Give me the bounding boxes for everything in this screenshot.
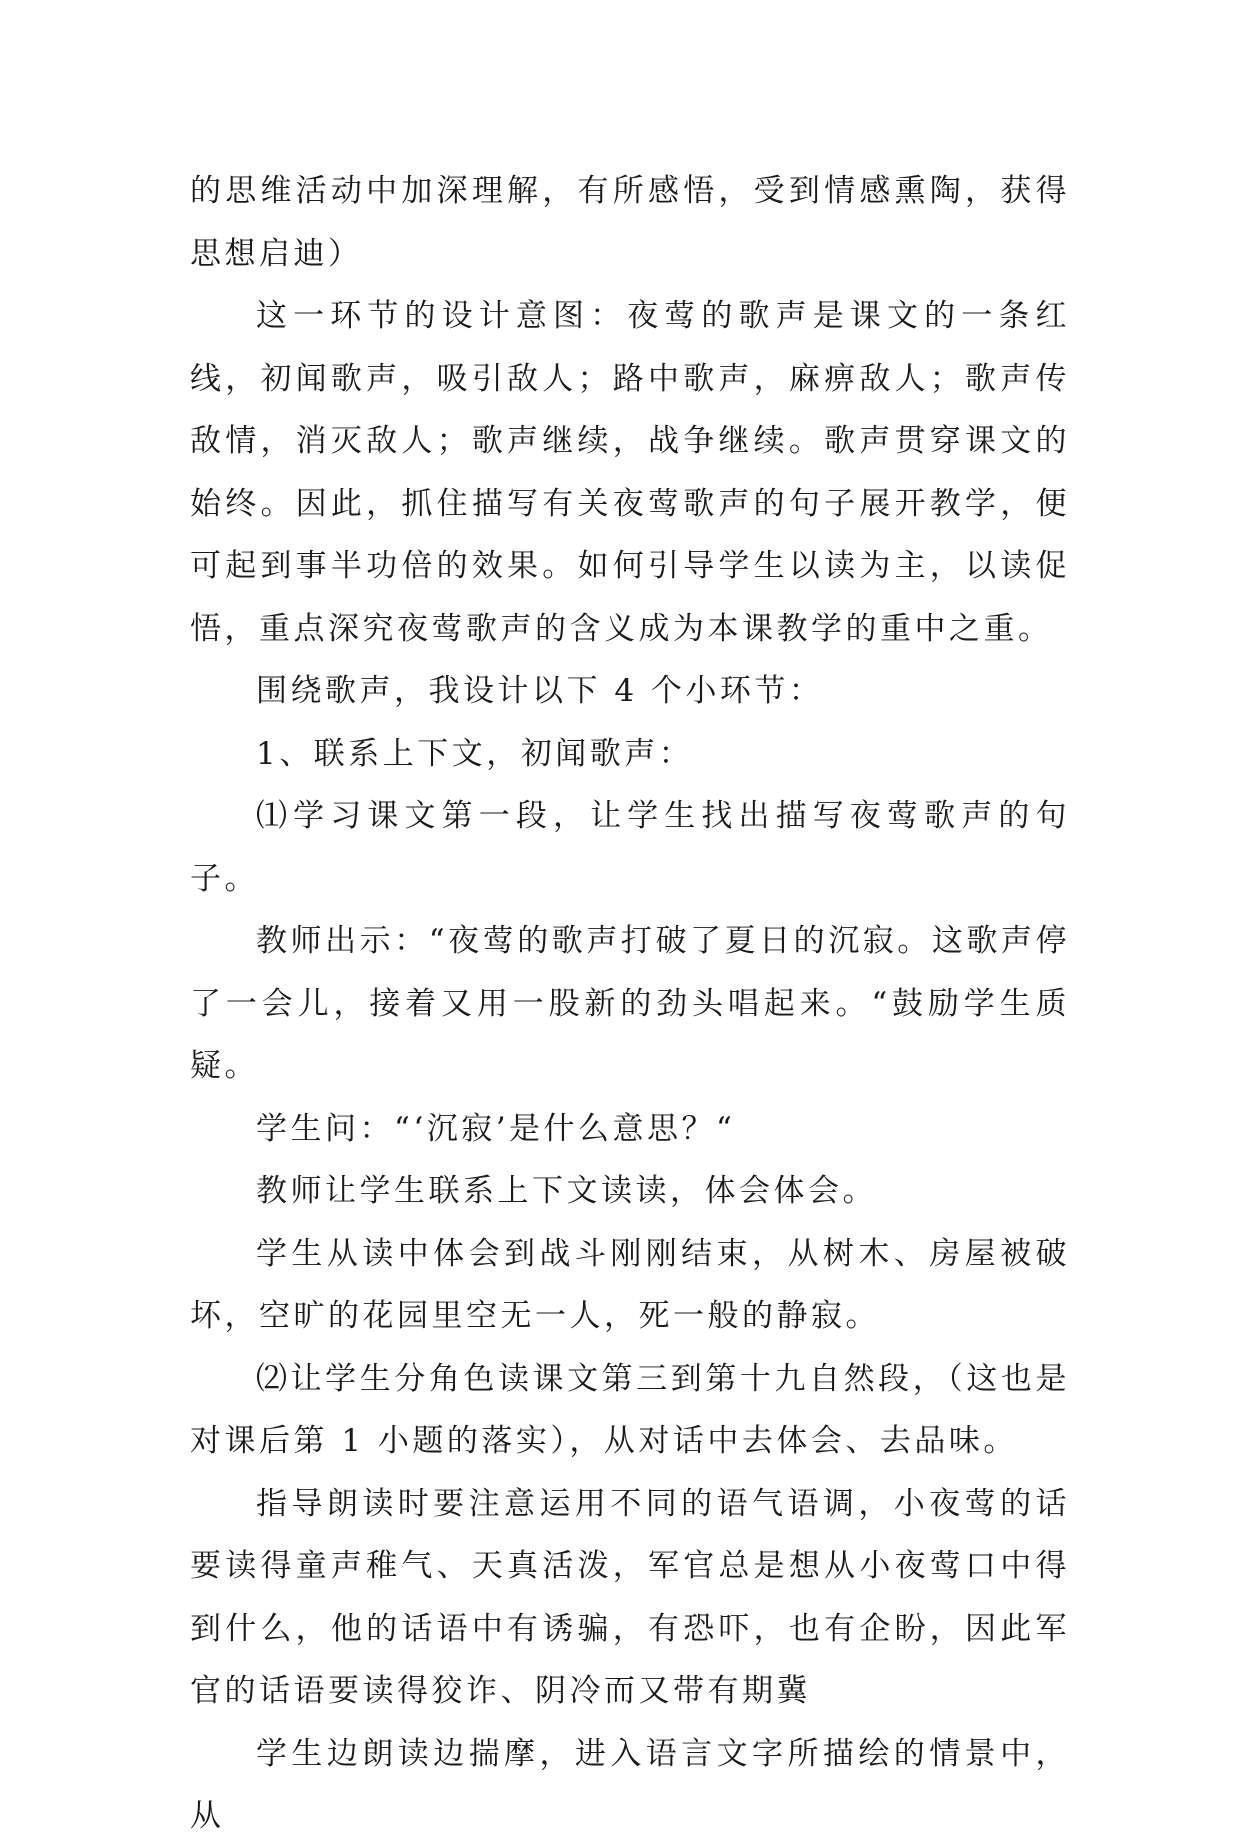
paragraph-4: 1、联系上下文，初闻歌声： <box>256 735 694 772</box>
paragraph-11: 指导朗读时要注意运用不同的语气语调，小夜莺的话要读得童声稚气、天真活泼，军官总是想从小夜莺口中得到什么，他的话语中有诱骗，有恐吓，也有企盼，因此军官的话语要读得狡诈、阴冷而又带有期冀 <box>190 1485 1070 1709</box>
paragraph-1: 的思维活动中加深理解，有所感悟，受到情感熏陶，获得思想启迪） <box>190 173 1070 272</box>
document-body <box>190 160 1070 1848</box>
paragraph-8: 教师让学生联系上下文读读，体会体会。 <box>256 1173 877 1209</box>
paragraph-5: ⑴学习课文第一段，让学生找出描写夜莺歌声的句子。 <box>190 798 1070 897</box>
paragraph-12: 学生边朗读边揣摩，进入语言文字所描绘的情景中，从 <box>190 1735 1070 1834</box>
paragraph-2: 这一环节的设计意图：夜莺的歌声是课文的一条红线，初闻歌声，吸引敌人；路中歌声，麻痹敌人；歌声传敌情，消灭敌人；歌声继续，战争继续。歌声贯穿课文的始终。因此，抓住描写有关夜莺歌声的句子展开教学，便可起到事半功倍的效果。如何引导学生以读为主，以读促悟，重点深究夜莺歌声的含义成为本课教学的重中之重。 <box>190 298 1070 647</box>
paragraph-6: 教师出示：“夜莺的歌声打破了夏日的沉寂。这歌声停了一会儿，接着又用一股新的劲头唱起来。“鼓励学生质疑。 <box>190 923 1070 1084</box>
paragraph-7: 学生问：“‘沉寂’是什么意思？“ <box>256 1110 736 1147</box>
paragraph-10: ⑵让学生分角色读课文第三到第十九自然段，（这也是对课后第 1 小题的落实），从对话中去体会、去品味。 <box>190 1360 1070 1459</box>
paragraph-3: 围绕歌声，我设计以下 4 个小环节： <box>256 673 824 709</box>
paragraph-9: 学生从读中体会到战斗刚刚结束，从树木、房屋被破坏，空旷的花园里空无一人，死一般的静寂。 <box>190 1235 1070 1334</box>
